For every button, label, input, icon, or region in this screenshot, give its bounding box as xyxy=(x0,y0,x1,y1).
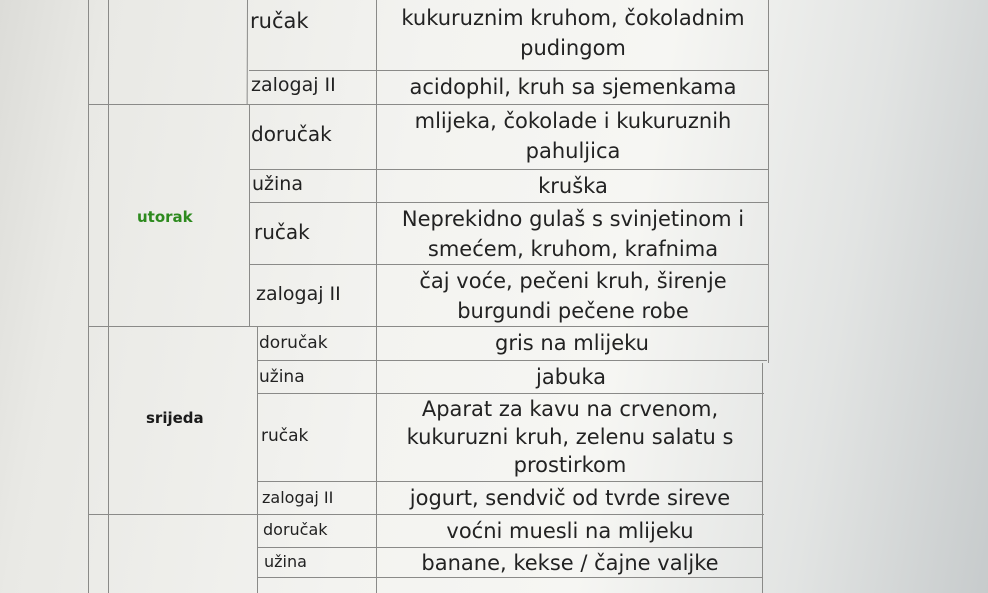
dish-cell: banane, kekse / čajne valjke xyxy=(421,551,719,575)
row-divider xyxy=(249,202,769,203)
meal-label: ručak xyxy=(254,220,310,244)
row-divider xyxy=(249,70,769,71)
dish-cell: voćni muesli na mlijeku xyxy=(446,519,694,543)
table-border-right xyxy=(768,0,769,363)
dish-cell: Aparat za kavu na crvenom, kukuruzni kruh, zelenu salatu s prostirkom xyxy=(406,397,734,477)
meal-label: užina xyxy=(259,367,305,387)
dish-cell: jogurt, sendvič od tvrde sireve xyxy=(409,486,731,510)
table-border-meal-col xyxy=(247,0,248,104)
meal-label: doručak xyxy=(251,122,332,146)
meal-label: ručak xyxy=(261,426,309,446)
meal-label: zalogaj II xyxy=(262,488,334,507)
dish-cell: kruška xyxy=(538,174,608,198)
row-divider xyxy=(249,169,769,170)
row-divider xyxy=(257,393,764,394)
meal-label: doručak xyxy=(263,520,328,539)
row-divider xyxy=(88,104,769,105)
meal-label: doručak xyxy=(259,333,328,353)
day-label-wednesday: srijeda xyxy=(146,409,204,427)
dish-cell: jabuka xyxy=(535,365,606,389)
dish-cell: kukuruznim kruhom, čokoladnim pudingom xyxy=(401,6,745,60)
dish-cell: mlijeka, čokolade i kukuruznih pahuljica xyxy=(414,109,732,163)
meal-label: ručak xyxy=(250,9,309,33)
dish-cell: acidophil, kruh sa sjemenkama xyxy=(409,75,737,99)
table-border-right xyxy=(762,363,763,593)
table-border-day-col xyxy=(108,0,109,593)
meal-label: zalogaj II xyxy=(256,283,341,305)
meal-label: užina xyxy=(264,552,307,571)
row-divider xyxy=(88,514,764,515)
day-label-tuesday: utorak xyxy=(137,208,193,226)
row-divider xyxy=(88,326,769,327)
row-divider xyxy=(249,264,769,265)
meal-label: užina xyxy=(252,173,303,195)
dish-cell: čaj voće, pečeni kruh, širenje burgundi pečene robe xyxy=(419,269,727,323)
table-border-dish-col xyxy=(376,0,377,593)
meal-label: zalogaj II xyxy=(251,74,336,96)
row-divider xyxy=(257,481,762,482)
table-border-outer xyxy=(88,0,89,593)
dish-cell: Neprekidno gulaš s svinjetinom i smećem, kruhom, krafnima xyxy=(401,207,745,261)
row-divider xyxy=(257,360,767,361)
table-border-meal-col xyxy=(257,326,258,593)
table-border-meal-col xyxy=(249,104,250,326)
dish-cell: gris na mlijeku xyxy=(495,331,649,355)
